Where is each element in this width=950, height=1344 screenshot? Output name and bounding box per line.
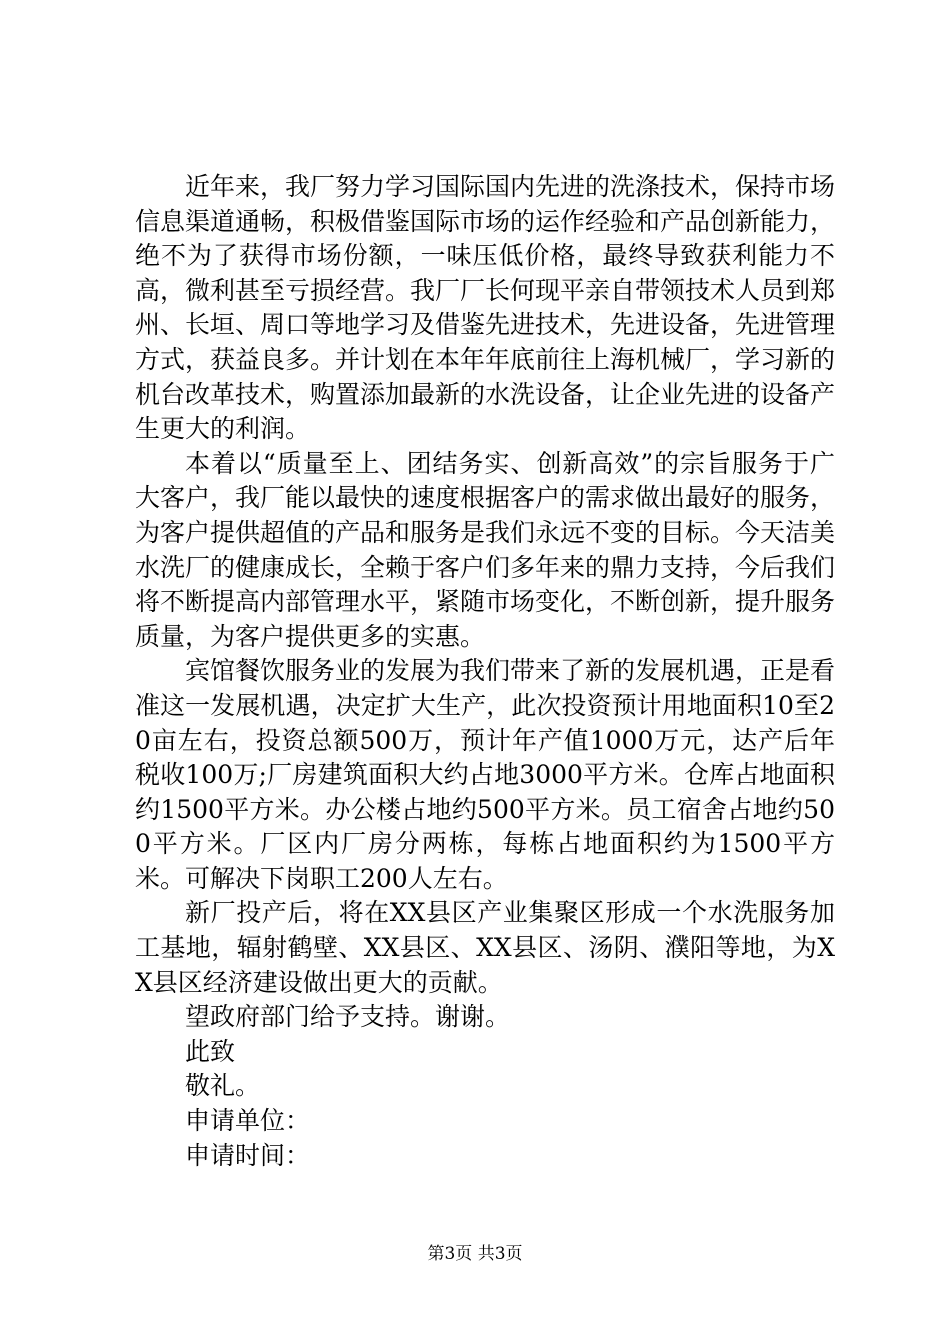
application-time-label: 申请时间： xyxy=(185,1140,311,1170)
paragraph-service-aim: 本着以“质量至上、团结务实、创新高效”的宗旨服务于广大客户，我厂能以最快的速度根据客户的需求做出最好的服务，为客户提供超值的产品和服务是我们永远不变的目标。今天洁美水洗厂的健康成长，全赖于客户们多年来的鼎力支持，今后我们将不断提高内部管理水平，紧随市场变化，不断创新，提升服务质量，为客户提供更多的实惠。 xyxy=(135,448,836,651)
paragraph-new-factory: 新厂投产后，将在XX县区产业集聚区形成一个水洗服务加工基地，辐射鹤壁、XX县区、XX县区、汤阴、濮阳等地，为XX县区经济建设做出更大的贡献。 xyxy=(135,898,835,997)
document-body xyxy=(135,170,835,1173)
page-footer: 第3页 共3页 xyxy=(427,1244,523,1264)
applicant-unit-label: 申请单位： xyxy=(185,1106,311,1136)
paragraph-technology: 近年来，我厂努力学习国际国内先进的洗涤技术，保持市场信息渠道通畅，积极借鉴国际市场的运作经验和产品创新能力，绝不为了获得市场份额，一味压低价格，最终导致获利能力不高，微利甚至亏损经营。我厂厂长何现平亲自带领技术人员到郑州、长垣、周口等地学习及借鉴先进技术，先进设备，先进管理方式，获益良多。并计划在本年年底前往上海机械厂，学习新的机台改革技术，购置添加最新的水洗设备，让企业先进的设备产生更大的利润。 xyxy=(135,172,836,444)
closing-line: 此致 xyxy=(185,1036,236,1066)
paragraph-investment: 宾馆餐饮服务业的发展为我们带来了新的发展机遇，正是看准这一发展机遇，决定扩大生产，此次投资预计用地面积10至20亩左右，投资总额500万，预计年产值1000万元，达产后年税收100万;厂房建筑面积大约占地3000平方米。仓库占地面积约1500平方米。办公楼占地约500平方米。员工宿舍占地约500平方米。厂区内厂房分两栋，每栋占地面积约为1500平方米。可解决下岗职工200人左右。 xyxy=(135,656,836,893)
paragraph-request-support: 望政府部门给予支持。谢谢。 xyxy=(185,1002,511,1032)
salutation-line: 敬礼。 xyxy=(185,1071,261,1101)
